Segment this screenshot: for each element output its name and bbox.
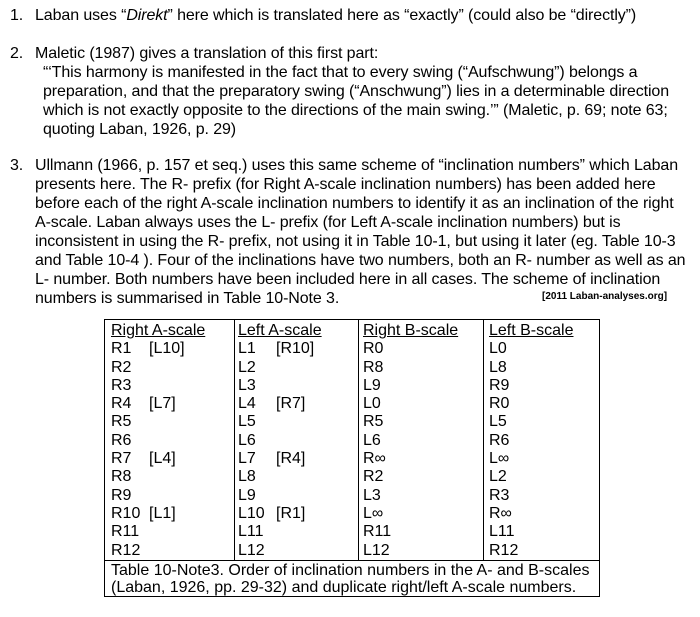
inclination-number: R2 xyxy=(363,468,384,486)
table-cell xyxy=(111,432,205,450)
column-header: Left B-scale xyxy=(489,322,574,339)
duplicate-number: [L1] xyxy=(149,504,176,522)
table-cell xyxy=(363,432,458,450)
inclination-number: L12 xyxy=(238,541,265,559)
table-cell xyxy=(111,413,205,431)
inclination-number: L12 xyxy=(363,541,390,559)
table-column xyxy=(238,322,322,560)
direkt-term: Direkt xyxy=(126,7,168,24)
table-cell xyxy=(489,468,573,486)
note-3 xyxy=(10,156,690,308)
column-header: Right A-scale xyxy=(111,322,206,339)
table-cell xyxy=(111,487,205,505)
inclination-number: R4 xyxy=(111,395,132,413)
note-number: 2. xyxy=(10,45,24,62)
table-cell xyxy=(111,523,205,541)
inclination-number: L8 xyxy=(489,358,507,376)
inclination-number: L11 xyxy=(238,523,264,541)
table-cell xyxy=(111,505,205,523)
duplicate-number: [L4] xyxy=(149,450,176,468)
table-column xyxy=(111,322,205,560)
inclination-number: R9 xyxy=(111,486,132,504)
inclination-number: R0 xyxy=(489,395,510,413)
table-cell xyxy=(111,450,205,468)
inclination-number: L2 xyxy=(489,468,507,486)
table-cell xyxy=(111,340,205,358)
inclination-number: R0 xyxy=(363,340,384,358)
inclination-number: L2 xyxy=(238,358,256,376)
duplicate-number: [R4] xyxy=(276,450,306,468)
table-cell xyxy=(238,432,322,450)
table-cell xyxy=(111,377,205,395)
table-columns xyxy=(105,320,599,560)
table-cell xyxy=(489,487,573,505)
inclination-number: L6 xyxy=(363,431,381,449)
note-2 xyxy=(10,44,690,139)
inclination-number: R10 xyxy=(111,504,141,522)
inclination-number: L1 xyxy=(238,340,256,358)
table-cell xyxy=(363,487,458,505)
table-cell xyxy=(363,395,458,413)
inclination-number: L3 xyxy=(363,486,381,504)
inclination-number: L∞ xyxy=(363,504,384,522)
column-header: Left A-scale xyxy=(238,322,322,339)
table-cell xyxy=(363,377,458,395)
table-cell xyxy=(238,505,322,523)
table-caption: Table 10-Note3. Order of inclination numbers in the A- and B-scales (Laban, 1926, pp. 29-32) and duplicate right/left A-scale numbers. xyxy=(111,562,590,596)
table-column xyxy=(489,322,573,560)
column-divider xyxy=(483,320,484,560)
inclination-number: R6 xyxy=(489,431,510,449)
inclination-number: L0 xyxy=(363,395,381,413)
inclination-number: L4 xyxy=(238,395,256,413)
inclination-number: R8 xyxy=(111,468,132,486)
duplicate-number: [R1] xyxy=(276,504,306,522)
inclination-number: R12 xyxy=(111,541,141,559)
table-cell xyxy=(489,523,573,541)
inclination-number: L0 xyxy=(489,340,507,358)
table-cell xyxy=(489,432,573,450)
inclination-number: R11 xyxy=(363,523,392,541)
table-cell xyxy=(363,505,458,523)
duplicate-number: [L7] xyxy=(149,395,176,413)
table-cell xyxy=(238,395,322,413)
inclination-number: L6 xyxy=(238,431,256,449)
note-number: 1. xyxy=(10,7,24,24)
inclination-number: R9 xyxy=(489,376,510,394)
table-cell xyxy=(363,359,458,377)
table-cell xyxy=(489,413,573,431)
duplicate-number: [R7] xyxy=(276,395,306,413)
inclination-number: R12 xyxy=(489,541,519,559)
table-cell xyxy=(489,340,573,358)
inclination-number: R1 xyxy=(111,340,132,358)
table-cell xyxy=(363,542,458,560)
inclination-number: R8 xyxy=(363,358,384,376)
inclination-number: L5 xyxy=(238,413,256,431)
table-cell xyxy=(238,413,322,431)
inclination-number: R∞ xyxy=(489,504,512,522)
inclination-number: L3 xyxy=(238,376,256,394)
table-cell xyxy=(111,395,205,413)
copyright-credit: [2011 Laban-analyses.org] xyxy=(542,291,668,302)
note-1-text: Laban uses “Direkt” here which is translated here as “exactly” (could also be “directly”) xyxy=(35,7,637,24)
caption-divider xyxy=(105,560,599,561)
inclination-number: R5 xyxy=(363,413,384,431)
inclination-number: R11 xyxy=(111,523,140,541)
table-cell xyxy=(238,523,322,541)
table-cell xyxy=(238,359,322,377)
duplicate-number: [L10] xyxy=(149,340,185,358)
inclination-number: L8 xyxy=(238,468,256,486)
inclination-number: L7 xyxy=(238,450,256,468)
table-cell xyxy=(489,505,573,523)
note-number: 3. xyxy=(10,157,24,174)
note-2-intro: Maletic (1987) gives a translation of this first part: xyxy=(35,45,379,62)
inclination-number: L5 xyxy=(489,413,507,431)
inclination-number: L10 xyxy=(238,504,265,522)
table-cell xyxy=(238,542,322,560)
inclination-number: R3 xyxy=(489,486,510,504)
inclination-number: L9 xyxy=(363,376,381,394)
note-1 xyxy=(10,6,690,25)
note-3-text: Ullmann (1966, p. 157 et seq.) uses this same scheme of “inclination numbers” which Laban presents here. The R- prefix (for Right A-scale inclination numbers) has been added here before each of the right A-scale inclination numbers to identify it as an inclination of the right A-scale. Laban always uses the L- prefix (for Left A-scale inclination numbers) but is inconsistent in using the R- prefix, not using it in Table 10-1, but using it later (eg. Table 10-3 and Table 10-4 ). Four of the inclinations have two numbers, both an R- number as well as an L- number. Both numbers have been included here in all cases. The scheme of inclination numbers is summarised in Table 10-Note 3. xyxy=(35,157,686,307)
table-cell xyxy=(363,340,458,358)
column-divider xyxy=(358,320,359,560)
inclination-number: L9 xyxy=(238,486,256,504)
table-cell xyxy=(489,395,573,413)
table-column xyxy=(363,322,458,560)
inclination-number: R2 xyxy=(111,358,132,376)
table-cell xyxy=(238,340,322,358)
inclination-number: R5 xyxy=(111,413,132,431)
table-cell xyxy=(238,377,322,395)
table-cell xyxy=(363,450,458,468)
inclination-number: L∞ xyxy=(489,450,510,468)
note-2-quote: “‘This harmony is manifested in the fact that to every swing (“Aufschwung”) belongs a preparation, and that the preparatory swing (“Anschwung”) lies in a determinable direction which is not exactly opposite to the directions of the main swing.’” (Maletic, p. 69; note 63; quoting Laban, 1926, p. 29) xyxy=(43,64,670,138)
table-cell xyxy=(363,468,458,486)
table-cell xyxy=(238,450,322,468)
column-header: Right B-scale xyxy=(363,322,459,339)
table-cell xyxy=(111,359,205,377)
duplicate-number: [R10] xyxy=(276,340,315,358)
inclination-number: R3 xyxy=(111,376,132,394)
inclination-number: L11 xyxy=(489,523,515,541)
inclination-number: R7 xyxy=(111,450,132,468)
inclination-number: R6 xyxy=(111,431,132,449)
table-cell xyxy=(489,377,573,395)
inclination-number: R∞ xyxy=(363,450,386,468)
table-cell xyxy=(489,542,573,560)
inclination-table xyxy=(104,319,600,597)
table-cell xyxy=(363,413,458,431)
table-cell xyxy=(489,359,573,377)
table-cell xyxy=(489,450,573,468)
table-cell xyxy=(363,523,458,541)
column-divider xyxy=(234,320,235,560)
table-cell xyxy=(238,468,322,486)
table-cell xyxy=(238,487,322,505)
table-cell xyxy=(111,468,205,486)
table-cell xyxy=(111,542,205,560)
